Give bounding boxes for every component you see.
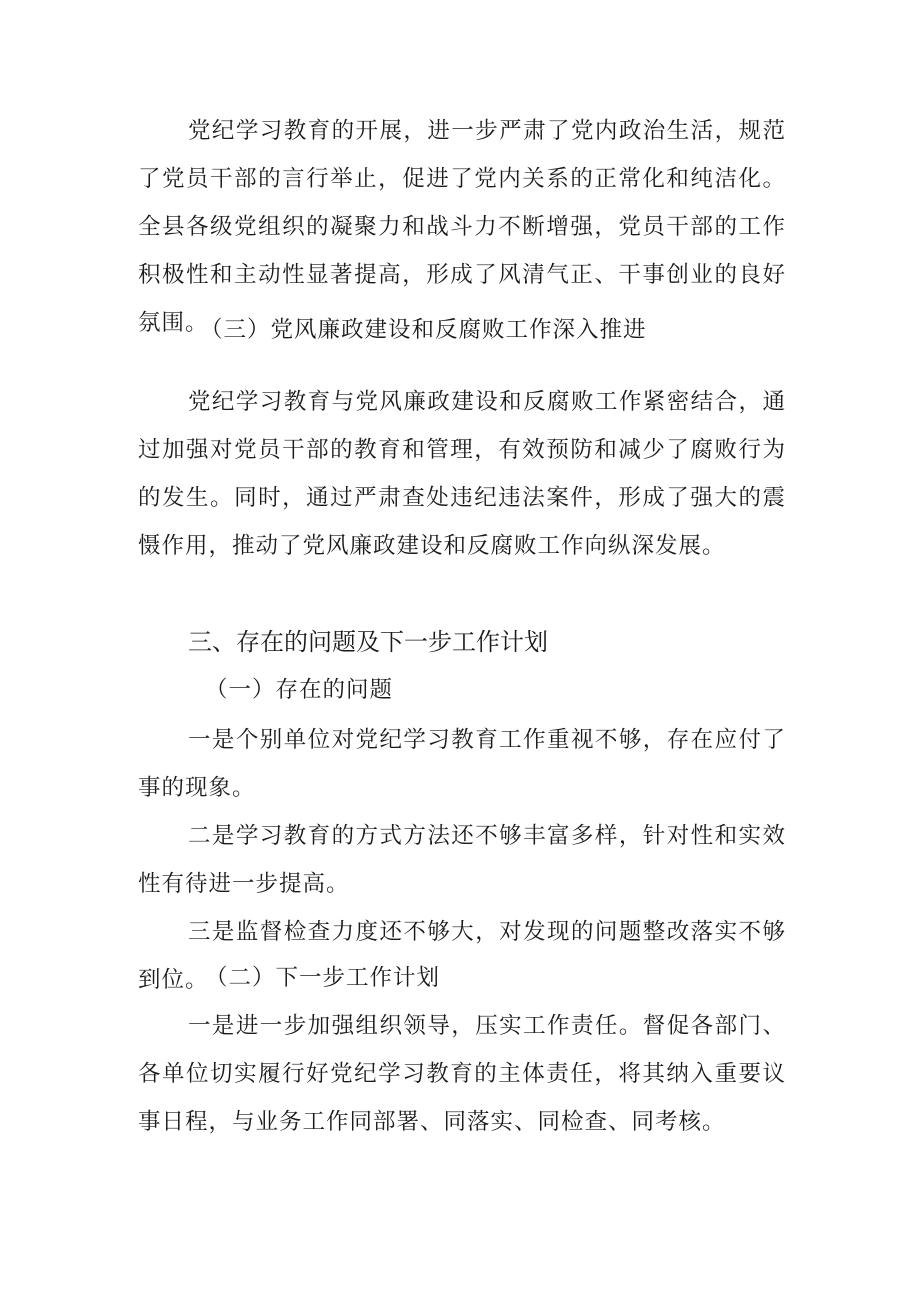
problem-item-2: 二是学习教育的方式方法还不够丰富多样，针对性和实效性有待进一步提高。 xyxy=(138,823,786,897)
section-heading-problems-and-plan: 三、存在的问题及下一步工作计划 xyxy=(188,628,548,656)
problem-item-3: 三是监督检查力度还不够大，对发现的问题整改落实不够到位。 xyxy=(138,919,786,993)
subheading-anti-corruption: （三）党风廉政建设和反腐败工作深入推进 xyxy=(200,317,647,343)
paragraph-anti-corruption: 党纪学习教育与党风廉政建设和反腐败工作紧密结合，通过加强对党员干部的教育和管理，有效预防和减少了腐败行为的发生。同时，通过严肃查处违纪违法案件，形成了强大的震慑作用，推动了党风廉政建设和反腐败工作向纵深发展。 xyxy=(138,389,786,559)
plan-item-1: 一是进一步加强组织领导，压实工作责任。督促各部门、各单位切实履行好党纪学习教育的主体责任，将其纳入重要议事日程，与业务工作同部署、同落实、同检查、同考核。 xyxy=(138,1013,786,1135)
paragraph-party-discipline-effects: 党纪学习教育的开展，进一步严肃了党内政治生活，规范了党员干部的言行举止，促进了党内关系的正常化和纯洁化。全县各级党组织的凝聚力和战斗力不断增强，党员干部的工作积极性和主动性显著提高，形成了风清气正、干事创业的良好氛围。 xyxy=(138,118,786,336)
subheading-existing-problems: （一）存在的问题 xyxy=(205,677,394,703)
problem-item-1: 一是个别单位对党纪学习教育工作重视不够，存在应付了事的现象。 xyxy=(138,727,786,801)
subheading-next-step-plan: （二）下一步工作计划 xyxy=(205,965,441,991)
